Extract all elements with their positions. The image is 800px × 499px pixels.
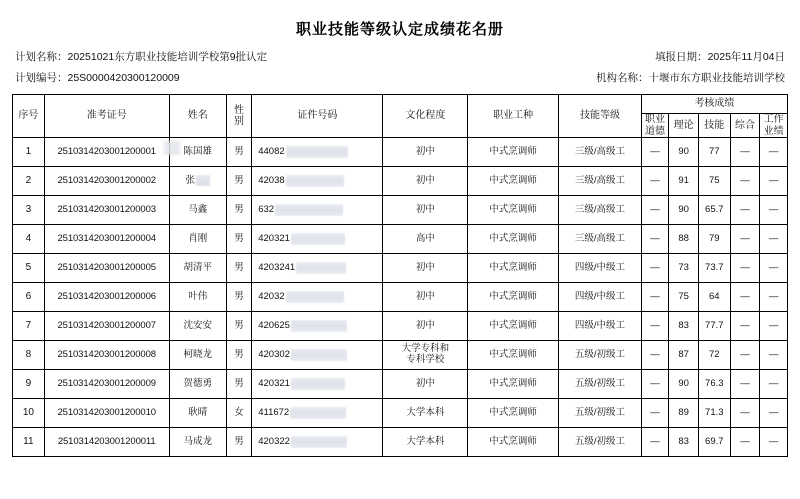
name-text: 肖刚 xyxy=(188,232,208,244)
cell-ethics-score: — xyxy=(641,283,669,312)
cell-ticket: 2510314203001200001 xyxy=(44,138,169,167)
cell-ethics-score: — xyxy=(641,341,669,370)
cell-seq: 11 xyxy=(13,428,45,457)
cell-skill-score: 77.7 xyxy=(698,312,730,341)
cell-id-number xyxy=(252,399,383,428)
cell-occupation: 中式烹调师 xyxy=(468,167,559,196)
cell-name xyxy=(169,225,226,254)
table-row xyxy=(13,196,788,225)
cell-id-number xyxy=(252,138,383,167)
cell-ticket: 2510314203001200010 xyxy=(44,399,169,428)
cell-name xyxy=(169,399,226,428)
column-header-id-number: 证件号码 xyxy=(252,95,383,138)
cell-theory-score: 75 xyxy=(669,283,699,312)
id-visible-digits: 44082 xyxy=(258,146,285,158)
cell-sex: 男 xyxy=(226,138,251,167)
cell-ticket: 2510314203001200004 xyxy=(44,225,169,254)
cell-ethics-score: — xyxy=(641,254,669,283)
cell-occupation: 中式烹调师 xyxy=(468,196,559,225)
name-text: 张 xyxy=(185,175,195,187)
id-visible-digits: 420321 xyxy=(258,378,290,390)
cell-theory-score: 88 xyxy=(669,225,699,254)
cell-occupation: 中式烹调师 xyxy=(468,399,559,428)
cell-name xyxy=(169,312,226,341)
report-date xyxy=(655,49,785,64)
cell-comprehensive-score: — xyxy=(730,138,760,167)
table-row xyxy=(13,399,788,428)
cell-ethics-score: — xyxy=(641,428,669,457)
cell-id-number xyxy=(252,312,383,341)
cell-level: 四级/中级工 xyxy=(559,312,642,341)
cell-skill-score: 77 xyxy=(698,138,730,167)
cell-performance-score: — xyxy=(760,225,788,254)
cell-seq: 5 xyxy=(13,254,45,283)
cell-id-number xyxy=(252,167,383,196)
meta-row-institution xyxy=(12,64,788,85)
cell-sex: 男 xyxy=(226,254,251,283)
cell-skill-score: 76.3 xyxy=(698,370,730,399)
column-header-education: 文化程度 xyxy=(383,95,468,138)
cell-theory-score: 87 xyxy=(669,341,699,370)
cell-ticket: 2510314203001200003 xyxy=(44,196,169,225)
cell-ticket: 2510314203001200008 xyxy=(44,341,169,370)
name-text: 马成龙 xyxy=(183,435,212,447)
column-header-level: 技能等级 xyxy=(559,95,642,138)
cell-ticket: 2510314203001200002 xyxy=(44,167,169,196)
cell-comprehensive-score: — xyxy=(730,254,760,283)
cell-ethics-score: — xyxy=(641,399,669,428)
id-redaction xyxy=(296,262,346,274)
cell-occupation: 中式烹调师 xyxy=(468,428,559,457)
id-visible-digits: 420321 xyxy=(258,233,290,245)
roster-table xyxy=(12,94,788,457)
cell-level: 五级/初级工 xyxy=(559,428,642,457)
cell-theory-score: 90 xyxy=(669,138,699,167)
id-redaction xyxy=(291,320,347,332)
table-row xyxy=(13,138,788,167)
cell-theory-score: 73 xyxy=(669,254,699,283)
id-visible-digits: 411672 xyxy=(258,407,290,419)
cell-name xyxy=(169,167,226,196)
cell-comprehensive-score: — xyxy=(730,283,760,312)
cell-education: 初中 xyxy=(383,138,468,167)
cell-occupation: 中式烹调师 xyxy=(468,283,559,312)
cell-education: 初中 xyxy=(383,283,468,312)
cell-id-number xyxy=(252,341,383,370)
column-header-comprehensive: 综合 xyxy=(730,114,760,138)
plan-name-label: 计划名称： xyxy=(15,51,68,63)
cell-id-number xyxy=(252,428,383,457)
plan-name xyxy=(15,49,267,64)
institution-value: 十堰市东方职业技能培训学校 xyxy=(648,72,785,84)
cell-skill-score: 64 xyxy=(698,283,730,312)
cell-education xyxy=(383,341,468,370)
cell-skill-score: 69.7 xyxy=(698,428,730,457)
cell-comprehensive-score: — xyxy=(730,312,760,341)
cell-education: 高中 xyxy=(383,225,468,254)
page-title: 职业技能等级认定成绩花名册 xyxy=(295,21,504,38)
cell-level: 三级/高级工 xyxy=(559,167,642,196)
cell-ethics-score: — xyxy=(641,196,669,225)
plan-number xyxy=(15,70,180,85)
cell-ethics-score: — xyxy=(641,225,669,254)
cell-ethics-score: — xyxy=(641,167,669,196)
report-date-label: 填报日期： xyxy=(655,51,708,63)
table-header-row-1 xyxy=(13,95,788,114)
cell-comprehensive-score: — xyxy=(730,341,760,370)
name-text: 耿晴 xyxy=(188,406,208,418)
id-redaction xyxy=(290,407,346,419)
cell-theory-score: 90 xyxy=(669,196,699,225)
plan-name-value: 20251021东方职业技能培训学校第9批认定 xyxy=(67,51,268,63)
column-header-skill: 技能 xyxy=(698,114,730,138)
education-line-1: 大学专科和 xyxy=(401,343,450,355)
cell-name xyxy=(169,138,226,167)
education-line-2: 专科学校 xyxy=(406,354,445,365)
cell-level: 五级/初级工 xyxy=(559,399,642,428)
cell-level: 三级/高级工 xyxy=(559,225,642,254)
cell-seq: 1 xyxy=(13,138,45,167)
cell-performance-score: — xyxy=(760,196,788,225)
plan-number-value: 25S0000420300120009 xyxy=(67,72,180,84)
cell-name xyxy=(169,428,226,457)
cell-ticket: 2510314203001200005 xyxy=(44,254,169,283)
cell-level: 三级/高级工 xyxy=(559,138,642,167)
cell-seq: 2 xyxy=(13,167,45,196)
column-header-name: 姓名 xyxy=(169,95,226,138)
cell-skill-score: 79 xyxy=(698,225,730,254)
cell-education: 大学本科 xyxy=(383,428,468,457)
cell-performance-score: — xyxy=(760,283,788,312)
id-redaction xyxy=(291,378,345,390)
cell-sex: 男 xyxy=(226,167,251,196)
cell-name xyxy=(169,370,226,399)
id-redaction xyxy=(286,291,344,303)
cell-level: 四级/中级工 xyxy=(559,283,642,312)
cell-ethics-score: — xyxy=(641,312,669,341)
cell-seq: 8 xyxy=(13,341,45,370)
cell-theory-score: 83 xyxy=(669,312,699,341)
institution-name xyxy=(596,70,785,85)
cell-id-number xyxy=(252,254,383,283)
cell-sex: 男 xyxy=(226,225,251,254)
cell-comprehensive-score: — xyxy=(730,196,760,225)
column-header-occupation: 职业工种 xyxy=(468,95,559,138)
cell-performance-score: — xyxy=(760,138,788,167)
cell-seq: 9 xyxy=(13,370,45,399)
id-visible-digits: 420322 xyxy=(258,436,290,448)
cell-seq: 6 xyxy=(13,283,45,312)
cell-comprehensive-score: — xyxy=(730,399,760,428)
cell-occupation: 中式烹调师 xyxy=(468,370,559,399)
cell-id-number xyxy=(252,283,383,312)
table-row xyxy=(13,428,788,457)
cell-sex: 男 xyxy=(226,341,251,370)
cell-sex: 男 xyxy=(226,428,251,457)
cell-ethics-score: — xyxy=(641,138,669,167)
cell-skill-score: 75 xyxy=(698,167,730,196)
cell-theory-score: 83 xyxy=(669,428,699,457)
cell-performance-score: — xyxy=(760,370,788,399)
cell-occupation: 中式烹调师 xyxy=(468,138,559,167)
column-header-ticket: 准考证号 xyxy=(44,95,169,138)
table-row xyxy=(13,254,788,283)
id-visible-digits: 42032 xyxy=(258,291,285,303)
cell-level: 四级/中级工 xyxy=(559,254,642,283)
cell-education: 初中 xyxy=(383,370,468,399)
name-text: 沈安安 xyxy=(183,319,212,331)
cell-performance-score: — xyxy=(760,167,788,196)
cell-education: 初中 xyxy=(383,167,468,196)
cell-skill-score: 73.7 xyxy=(698,254,730,283)
cell-occupation: 中式烹调师 xyxy=(468,225,559,254)
cell-theory-score: 89 xyxy=(669,399,699,428)
cell-ticket: 2510314203001200011 xyxy=(44,428,169,457)
cell-performance-score: — xyxy=(760,254,788,283)
cell-education: 初中 xyxy=(383,196,468,225)
cell-seq: 4 xyxy=(13,225,45,254)
cell-performance-score: — xyxy=(760,399,788,428)
column-header-sex: 性 别 xyxy=(226,95,251,138)
name-text: 马鑫 xyxy=(188,203,208,215)
cell-sex: 男 xyxy=(226,196,251,225)
cell-level: 三级/高级工 xyxy=(559,196,642,225)
cell-occupation: 中式烹调师 xyxy=(468,312,559,341)
cell-sex: 女 xyxy=(226,399,251,428)
cell-name xyxy=(169,283,226,312)
cell-performance-score: — xyxy=(760,312,788,341)
cell-occupation: 中式烹调师 xyxy=(468,341,559,370)
cell-ticket: 2510314203001200009 xyxy=(44,370,169,399)
id-visible-digits: 420625 xyxy=(258,320,290,332)
cell-seq: 7 xyxy=(13,312,45,341)
id-visible-digits: 4203241 xyxy=(258,262,296,274)
column-header-seq: 序号 xyxy=(13,95,45,138)
cell-id-number xyxy=(252,196,383,225)
cell-theory-score: 91 xyxy=(669,167,699,196)
column-header-performance: 工作 业绩 xyxy=(760,114,788,138)
institution-label: 机构名称： xyxy=(596,72,649,84)
table-row xyxy=(13,370,788,399)
cell-education: 大学本科 xyxy=(383,399,468,428)
name-text: 陈国雄 xyxy=(183,145,212,157)
id-visible-digits: 420302 xyxy=(258,349,290,361)
cell-sex: 男 xyxy=(226,370,251,399)
id-visible-digits: 42038 xyxy=(258,175,285,187)
table-row xyxy=(13,312,788,341)
cell-skill-score: 72 xyxy=(698,341,730,370)
cell-performance-score: — xyxy=(760,341,788,370)
cell-id-number xyxy=(252,225,383,254)
column-header-theory: 理论 xyxy=(669,114,699,138)
cell-occupation: 中式烹调师 xyxy=(468,254,559,283)
report-date-value: 2025年11月04日 xyxy=(707,51,785,63)
cell-education: 初中 xyxy=(383,312,468,341)
cell-name xyxy=(169,341,226,370)
table-row xyxy=(13,167,788,196)
table-row xyxy=(13,225,788,254)
id-redaction xyxy=(286,146,348,158)
cell-comprehensive-score: — xyxy=(730,428,760,457)
cell-sex: 男 xyxy=(226,283,251,312)
cell-skill-score: 71.3 xyxy=(698,399,730,428)
cell-ticket: 2510314203001200007 xyxy=(44,312,169,341)
cell-skill-score: 65.7 xyxy=(698,196,730,225)
id-redaction xyxy=(291,233,345,245)
cell-ethics-score: — xyxy=(641,370,669,399)
cell-education: 初中 xyxy=(383,254,468,283)
cell-theory-score: 90 xyxy=(669,370,699,399)
column-header-ethics: 职业 道德 xyxy=(641,114,669,138)
plan-number-label: 计划编号： xyxy=(15,72,68,84)
cell-name xyxy=(169,254,226,283)
cell-performance-score: — xyxy=(760,428,788,457)
name-text: 叶伟 xyxy=(188,290,208,302)
cell-comprehensive-score: — xyxy=(730,370,760,399)
name-text: 胡清平 xyxy=(183,261,212,273)
cell-comprehensive-score: — xyxy=(730,167,760,196)
cell-sex: 男 xyxy=(226,312,251,341)
cell-seq: 3 xyxy=(13,196,45,225)
id-redaction xyxy=(291,349,347,361)
id-redaction xyxy=(291,436,347,448)
name-text: 柯晓龙 xyxy=(183,348,212,360)
cell-seq: 10 xyxy=(13,399,45,428)
cell-level: 五级/初级工 xyxy=(559,370,642,399)
cell-ticket: 2510314203001200006 xyxy=(44,283,169,312)
column-header-scores-group: 考核成绩 xyxy=(641,95,787,114)
cell-comprehensive-score: — xyxy=(730,225,760,254)
table-row xyxy=(13,341,788,370)
id-visible-digits: 632 xyxy=(258,204,275,216)
name-redaction xyxy=(196,175,210,186)
cell-name xyxy=(169,196,226,225)
cell-level: 五级/初级工 xyxy=(559,341,642,370)
name-text: 贺德勇 xyxy=(183,377,212,389)
id-redaction xyxy=(286,175,344,187)
id-redaction xyxy=(275,204,343,216)
cell-id-number xyxy=(252,370,383,399)
meta-row-plan xyxy=(12,43,788,64)
table-row xyxy=(13,283,788,312)
